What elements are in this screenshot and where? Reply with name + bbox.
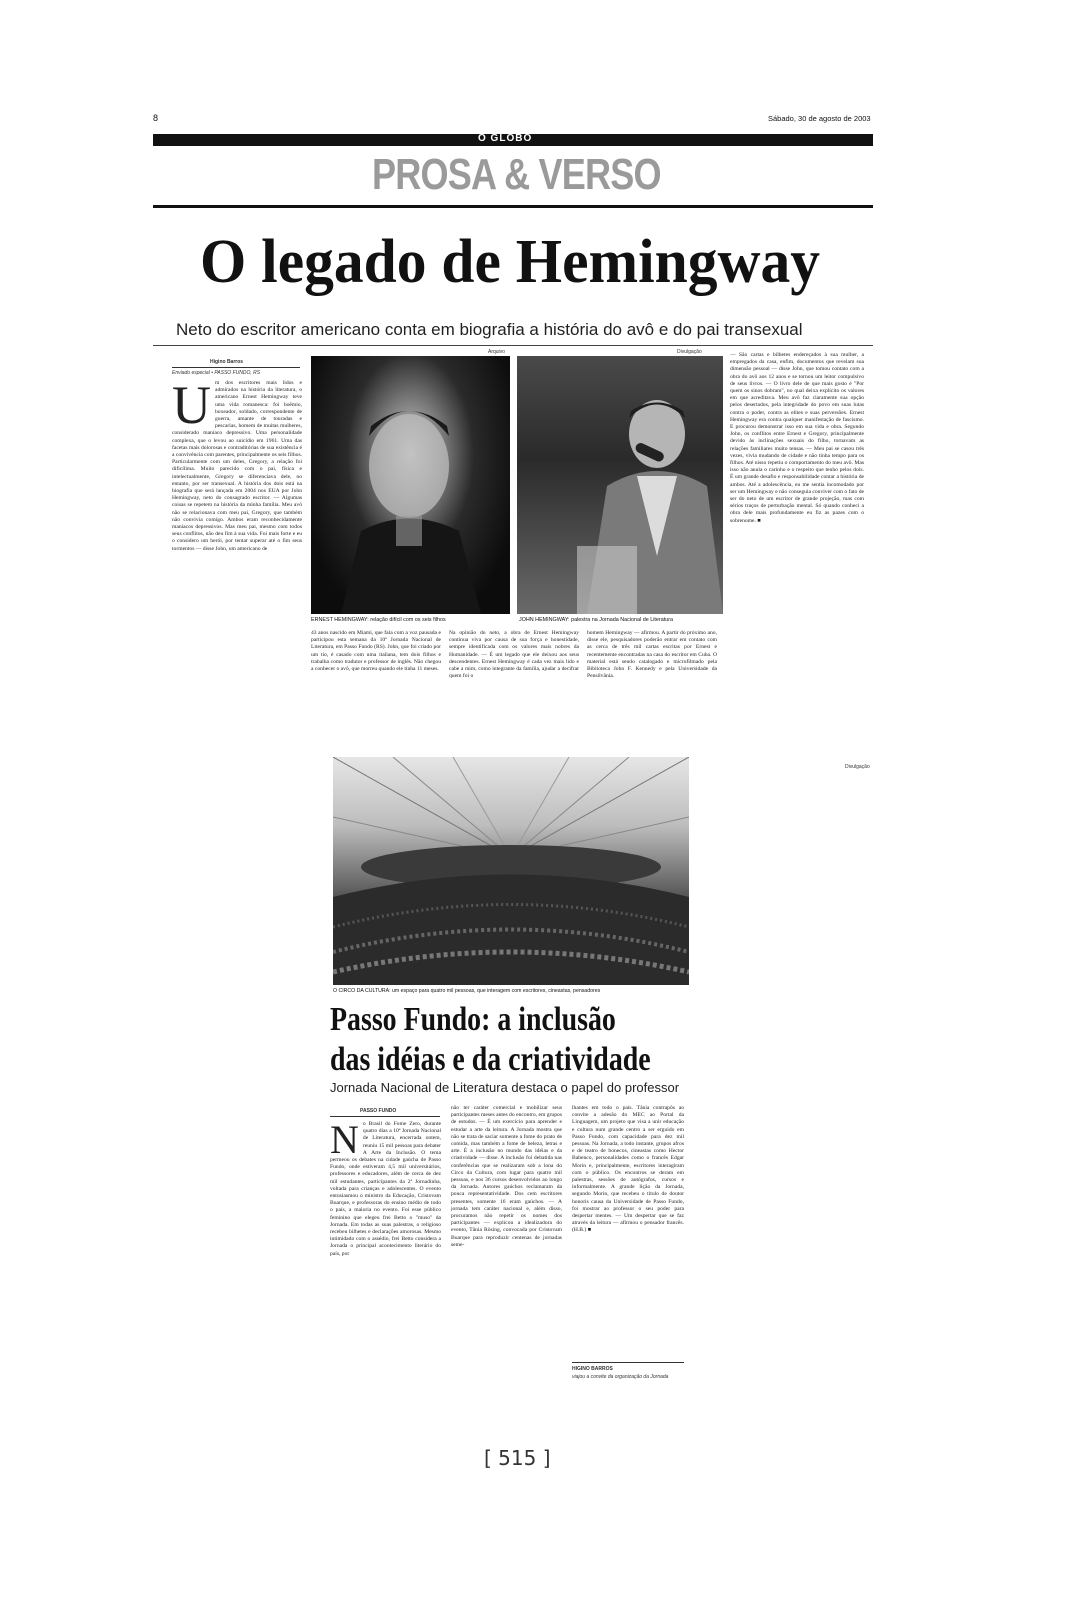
headline: O legado de Hemingway: [200, 228, 820, 296]
drop-cap: N: [330, 1121, 359, 1162]
page-number: 8: [153, 113, 159, 123]
article-column-2: não ter caráter comercial e mobilizar seus participantes meses antes do encontro, em grupos de estudos. — É um exercício para aprender e estudar a arte da leitura. A Jornada mostra que não se trata de saciar somente a fome do prato de comida, mas também a fome de beleza, letras e arte. É a inclusão no mundo das idéias e da criatividade — disse. A inclusão foi debatida nas conferências que se realizaram sob a lona do Circo da Cultura, com lugar para quatro mil pessoas, e nos 36 cursos desenvolvidos ao longo da Jornada. Autores gaúchos reclamaram da pouca representatividade. Dos cem escritores presentes, somente 16 eram gaúchos. — A jornada tem caráter nacional e, além disso, procuramos não repetir os nomes dos participantes — explicou a idealizadora do evento, Tânia Rösing, convocada por Cristovam Buarque para reproduzir centenas de jornadas seme-: [451, 1105, 562, 1248]
photo-caption: JOHN HEMINGWAY: palestra na Jornada Nacional de Literatura: [519, 617, 673, 623]
byline-rule: [172, 367, 300, 368]
photo-caption: ERNEST HEMINGWAY: relação difícil com os seis filhos: [311, 617, 446, 623]
footnote-author: HIGINO BARROS: [572, 1366, 613, 1372]
byline: Higino Barros: [210, 359, 244, 365]
headline-line-1: Passo Fundo: a inclusão: [330, 1001, 616, 1038]
column-text: m dos escritores mais lidos e admirados na história da literatura, o americano Ernest Hemingway teve uma vida romanesca: foi boêmio, boxeador, soldado, correspondente de guerra, amante de touradas e pescarias, homem de muitas mulheres, considerado maníaco depressivo. Uma personalidade complexa, que o levou ao suicídio em 1961. Uma das facetas mais dolorosas e contraditórias de sua existência é a convivência com parentes, principalmente os seis filhos. Particularmente com um deles, Gregory, a relação foi dificílima. Muito parecido com o pai, física e intelectualmente, Gregory se diferenciava dele, no entanto, por ser transexual. A história dos dois está na biografia que será lançada em 2004 nos EUA por John Hemingway, neto do consagrado escritor. — Algumas coisas se repetem na história da minha família. Meu avô não se relacionava com meu pai, Gregory, que também não convivia comigo. Ambos eram reconhecidamente maníacos depressivos. Mas meu pai, mesmo com todos seus conflitos, não deu fim à sua vida. Foi mais forte e eu o considero um herói, por tentar superar até o fim seus tormentos — disse John, um americano de: [172, 380, 302, 552]
subheadline: Jornada Nacional de Literatura destaca o papel do professor: [330, 1080, 680, 1095]
photo-credit: Arquivo: [488, 349, 505, 355]
issue-date: Sábado, 30 de agosto de 2003: [768, 114, 871, 123]
headline-line-2: das idéias e da criatividade: [330, 1041, 651, 1078]
dateline: PASSO FUNDO: [360, 1108, 397, 1114]
article-column-2: 43 anos nascido em Miami, que fala com a voz pausada e participou esta semana da 10ª Jornada Nacional de Literatura, em Passo Fundo (RS). John, que foi criado por um tio, é casado com uma italiana, tem dois filhos e trabalha como tradutor e professor de inglês. Não chegou a conhecer o avô, que morreu quando ele tinha 11 meses.: [311, 630, 441, 673]
dateline-rule: [330, 1116, 440, 1117]
subheadline-rule: [153, 345, 873, 346]
article-column-4: homem Hemingway — afirmou. A partir do próximo ano, disse ele, pesquisadores poderão entrar em contato com as cerca de três mil cartas escritas por Ernest e recentemente encontradas na casa do escritor em Cuba. O material está sendo catalogado e microfilmado pela Biblioteca John F. Kennedy e pela Universidade da Pensilvânia.: [587, 630, 717, 680]
speaker-icon: [517, 356, 723, 614]
photo-caption: O CIRCO DA CULTURA: um espaço para quatro mil pessoas, que interagem com escritores, cineastas, pensadores: [333, 988, 601, 994]
john-hemingway-photo: [517, 356, 723, 614]
section-rule: [153, 205, 873, 208]
portrait-icon: [311, 356, 510, 614]
tent-audience-icon: [333, 757, 689, 985]
book-page-number: [ 515 ]: [484, 1446, 551, 1470]
footnote-text: viajou a convite da organização da Jornada: [572, 1374, 669, 1380]
article-column-5: — São cartas e bilhetes endereçados à sua mulher, a empregados da casa, enfim, documentos que revelam sua dimensão pessoal — disse John, que tomou contato com a obra do avô aos 12 anos e se tornou um leitor compulsivo de seus livros. — O livro dele de que mais gosto é "Por quem os sinos dobram", no qual deixa explícito os valores em que acreditava. Meu avô faz claramente sua opção pelos desertados, pela integridade do povo em suas lutas contra o poder, contra as elites e suas perversões. Ernest Hemingway era contra qualquer manifestação de fascismo. E procurou demonstrar isso em sua vida e obra. Segundo John, os conflitos entre Ernest e Gregory, principalmente devido às inclinações sexuais do filho, tornavam as relações familiares muito tensas. — Meu pai se casou três vezes, vivia mudando de cidade e não tinha tempo para os filhos. Até nisso repetiu o comportamento do meu avô. Mas isso não anula o carinho e o respeito que tenho pelos dois. É um grande desafio e responsabilidade contar a história de ambos. Até a adolescência, eu me sentia incomodado por ser um Hemingway e não conseguia conviver com o fato de ser do neto de um escritor de grande projeção, mas com sérios traços de perturbação mental. Só quando conheci a obra dele mais profundamente eu fiz as pazes com o sobrenome. ■: [730, 352, 864, 524]
ernest-hemingway-photo: [311, 356, 510, 614]
drop-cap: U: [172, 380, 211, 435]
subheadline: Neto do escritor americano conta em biografia a história do avô e do pai transexual: [176, 320, 803, 339]
column-text: o Brasil do Fome Zero, durante quatro dias a 10ª Jornada Nacional de Literatura, encerrada ontem, reuniu 15 mil pessoas para debater A Arte da Inclusão. O tema permeou os debates na cidade gaúcha de Passo Fundo, onde estiveram 4,5 mil universitários, professores e educadores, além de cerca de dez mil estudantes, participantes da 2ª Jornadinha, voltada para crianças e adolescentes. O evento entusiasmou o ministro da Educação, Cristovam Buarque, e professoras do ensino médio de todo o país, a maioria no evento. Foi esse público feminino que elegeu frei Betto o "muso" da Jornada. Em todas as suas palestras, o religioso recebeu bilhetes e declarações amorosas. Mesmo intimidado com o assédio, frei Betto considera a Jornada o principal acontecimento literário do país, por: [330, 1121, 441, 1257]
dateline: Enviado especial • PASSO FUNDO, RS: [172, 370, 261, 376]
article-column-1: [172, 380, 302, 740]
photo-credit: Divulgação: [845, 764, 870, 770]
section-title: PROSA & VERSO: [372, 150, 661, 199]
article-column-1: [330, 1121, 441, 1391]
article-column-3: lhantes em todo o país. Tânia contrapôs ao convite a adesão do MEC ao Portal da Linguagem, um projeto que visa a unir educação e cultura num grande centro a ser erguido em Passo Fundo, com capacidade para dez mil pessoas. Na Jornada, a todo instante, grupos afros e de teatro de bonecos, cineastas como Hector Babenco, personalidades como o francês Edgar Morin e, principalmente, escritores interagiram com o público. Os encontros se deram em palestras, sessões de autógrafos, cursos e informalmente. A grande lição da Jornada, segundo Morin, que recebeu o título de doutor honoris causa da Universidade de Passo Fundo, foi mostrar ao professor o seu poder para despertar mentes. — Um despertar que se faz através da leitura — afirmou o pensador francês. (H.B.) ■: [572, 1105, 684, 1234]
photo-credit: Divulgação: [677, 349, 702, 355]
circo-da-cultura-photo: [333, 757, 689, 985]
newspaper-name: O GLOBO: [478, 133, 533, 144]
footnote-rule: [572, 1362, 684, 1363]
article-column-3: Na opinião do neto, a obra de Ernest Hemingway continua viva por causa de sua força e honestidade, sempre identificada com os valores mais nobres da Humanidade. — É um legado que ele deixou aos seus descendentes. Ernest Hemingway é cada vez mais lido e cabe a mim, como integrante da família, ajudar a decifrar quem foi o: [449, 630, 579, 680]
